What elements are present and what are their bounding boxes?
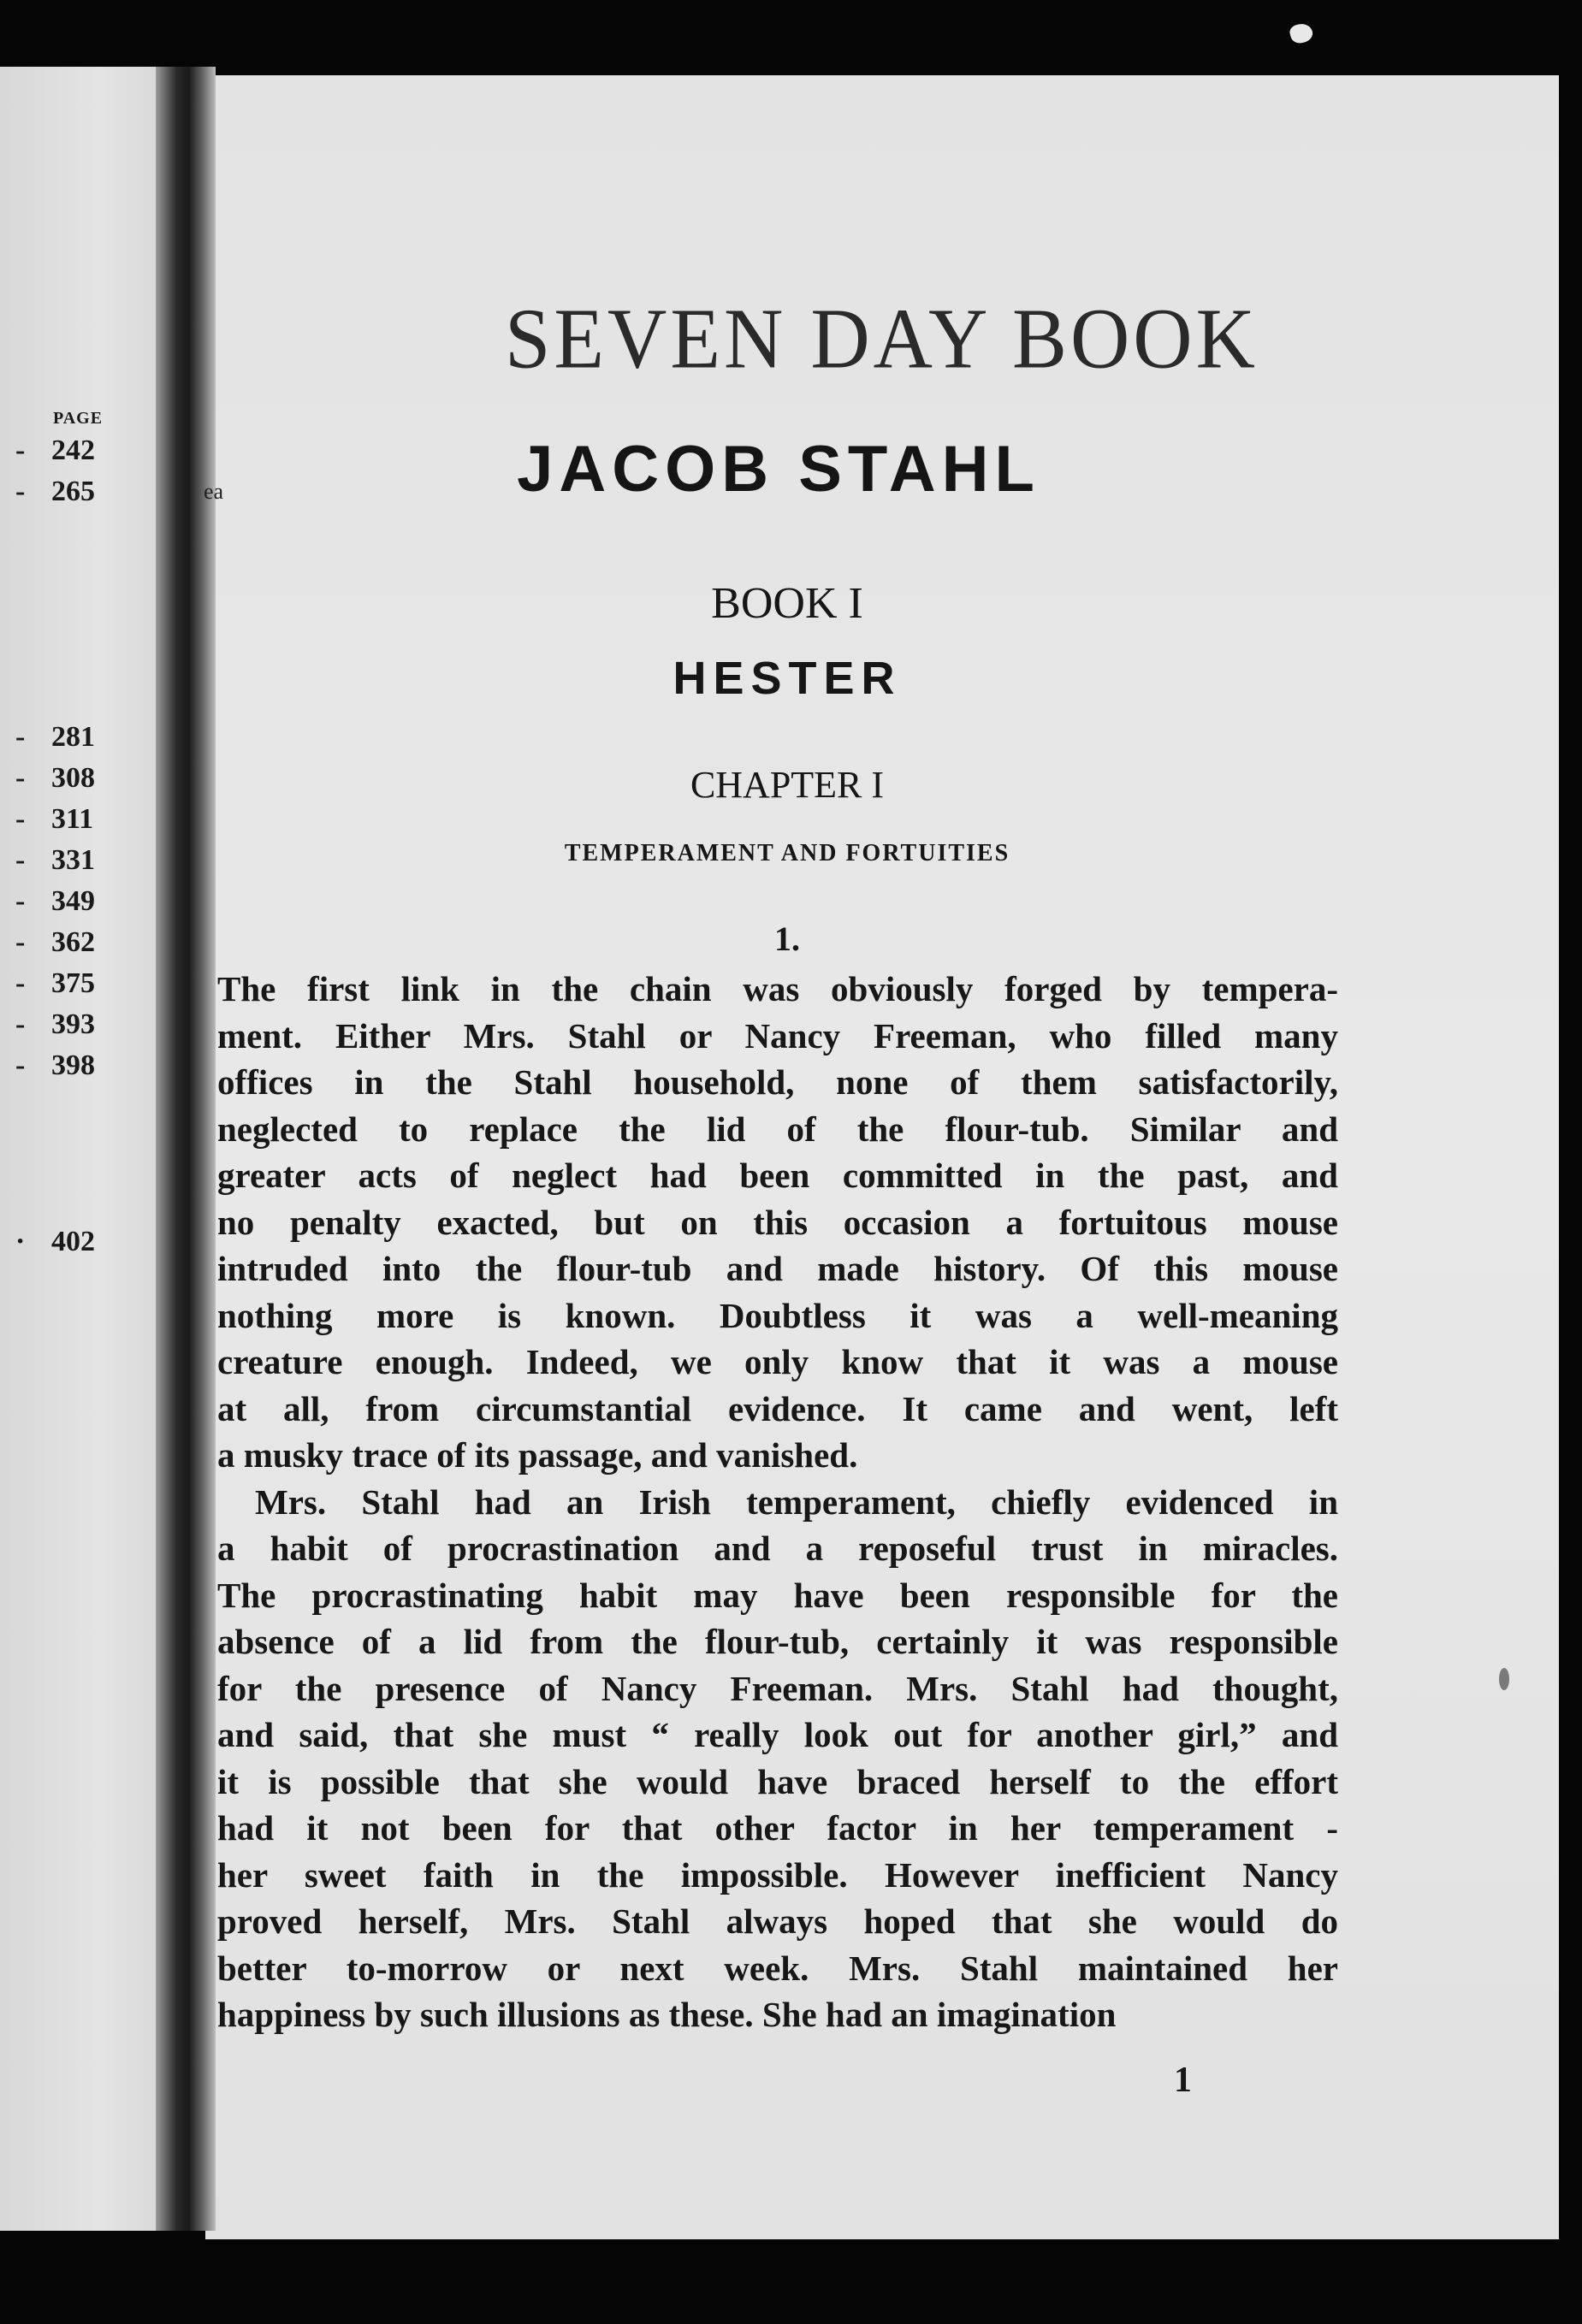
page-number: 1 [1174, 2061, 1192, 2100]
toc-page-number: 375 [51, 967, 95, 999]
text-line: Mrs. Stahl had an Irish temperament, chiefly evidenced in [255, 1482, 1338, 1522]
toc-page-entry [15, 969, 152, 998]
book-label: BOOK I [711, 579, 863, 628]
toc-page-entry [15, 764, 152, 793]
toc-page-entry [15, 1051, 152, 1080]
text-line: neglected to replace the lid of the flour-tub. Similar and [217, 1109, 1338, 1149]
text-line: happiness by such illusions as these. She had an imagination [217, 1995, 1117, 2034]
library-stamp: SEVEN DAY BOOK [505, 290, 1259, 387]
text-line: proved herself, Mrs. Stahl always hoped that she would do [217, 1901, 1338, 1941]
toc-dash: - [15, 803, 26, 835]
text-line: a habit of procrastination and a reposeful trust in miracles. [217, 1529, 1338, 1568]
toc-page-entry [15, 928, 152, 957]
book-title: JACOB STAHL [517, 433, 1040, 506]
toc-page-number: 281 [51, 721, 95, 753]
toc-dash: - [15, 435, 26, 466]
text-line: better to-morrow or next week. Mrs. Stahl maintained her [217, 1948, 1338, 1988]
toc-page-entry [15, 805, 152, 834]
toc-dash: - [15, 1008, 26, 1040]
toc-page-entry [15, 436, 152, 465]
toc-dash: - [15, 721, 26, 753]
toc-page-number: 265 [51, 476, 95, 507]
toc-page-entry [15, 723, 152, 752]
toc-page-entry [15, 477, 152, 506]
toc-dash: - [15, 967, 26, 999]
toc-page-number: 398 [51, 1050, 95, 1081]
chapter-title: TEMPERAMENT AND FORTUITIES [564, 840, 1010, 866]
text-line: greater acts of neglect had been committed in the past, and [217, 1156, 1338, 1195]
toc-page-number: 402 [51, 1226, 95, 1257]
toc-dash: - [15, 1050, 26, 1081]
toc-page-number: 349 [51, 885, 95, 917]
text-line: no penalty exacted, but on this occasion a fortuitous mouse [217, 1203, 1338, 1242]
toc-page-number: 242 [51, 435, 95, 466]
text-line: The first link in the chain was obviously forged by tempera- [217, 969, 1338, 1008]
text-line: her sweet faith in the impossible. However inefficient Nancy [217, 1855, 1338, 1895]
text-line: for the presence of Nancy Freeman. Mrs. Stahl had thought, [217, 1669, 1338, 1708]
toc-page-entry [15, 887, 152, 916]
chapter-label: CHAPTER I [690, 764, 885, 806]
text-line: absence of a lid from the flour-tub, certainly it was responsible [217, 1622, 1338, 1661]
page-gutter [156, 67, 216, 2231]
toc-page-number: 393 [51, 1008, 95, 1040]
toc-page-heading: PAGE [53, 409, 104, 428]
text-line: at all, from circumstantial evidence. It came and went, left [217, 1389, 1338, 1428]
toc-dash: - [15, 476, 26, 507]
toc-page-entry [15, 846, 152, 875]
section-number: 1. [774, 920, 800, 958]
toc-dash: · [15, 1226, 26, 1257]
paper-fleck [1289, 21, 1315, 45]
text-line: creature enough. Indeed, we only know that it was a mouse [217, 1342, 1338, 1381]
toc-page-number: 331 [51, 844, 95, 876]
paper-fleck [1499, 1668, 1509, 1690]
gutter-fragment: ea [204, 479, 224, 504]
toc-page-number: 308 [51, 762, 95, 794]
toc-dash: - [15, 926, 26, 958]
text-line: The procrastinating habit may have been responsible for the [217, 1576, 1338, 1615]
toc-dash: - [15, 885, 26, 917]
toc-page-number: 362 [51, 926, 95, 958]
text-line: and said, that she must “ really look out for another girl,” and [217, 1715, 1338, 1754]
text-line: had it not been for that other factor in her temperament - [217, 1808, 1338, 1848]
text-line: intruded into the flour-tub and made history. Of this mouse [217, 1249, 1338, 1288]
toc-dash: - [15, 762, 26, 794]
text-line: offices in the Stahl household, none of them satisfactorily, [217, 1062, 1338, 1102]
toc-page-entry [15, 1227, 152, 1257]
toc-page-number: 311 [51, 803, 94, 835]
text-line: a musky trace of its passage, and vanished. [217, 1435, 858, 1475]
book-name: HESTER [672, 653, 902, 704]
text-line: it is possible that she would have braced herself to the effort [217, 1762, 1338, 1801]
toc-dash: - [15, 844, 26, 876]
text-line: ment. Either Mrs. Stahl or Nancy Freeman, who filled many [217, 1016, 1338, 1056]
toc-page-entry [15, 1010, 152, 1039]
text-line: nothing more is known. Doubtless it was a well-meaning [217, 1296, 1338, 1335]
